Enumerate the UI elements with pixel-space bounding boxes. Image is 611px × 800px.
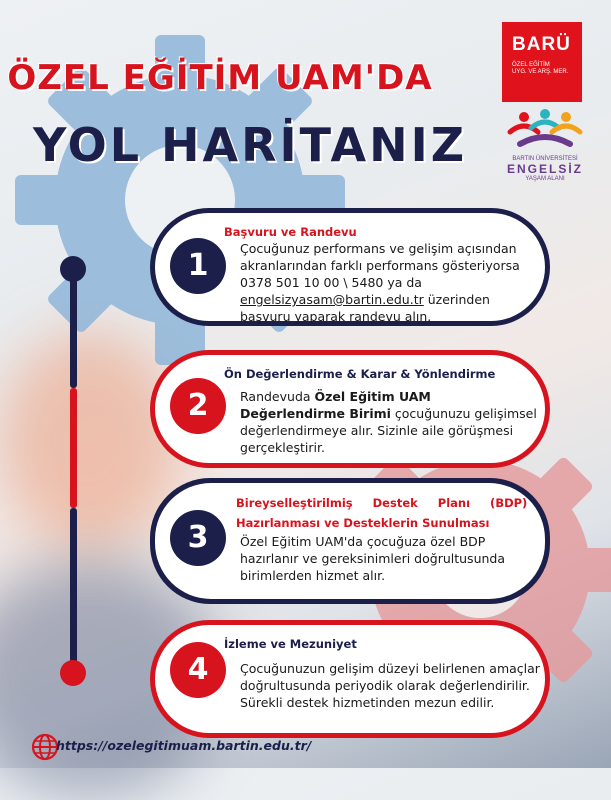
timeline-dot-start — [60, 256, 86, 282]
engelsiz-logo — [500, 108, 590, 193]
step-text-4: Çocuğunuzun gelişim düzeyi belirlenen amaçlar doğrultusunda periyodik olarak değerlendirilir. Sürekli destek hizmetinden mezun edilir. — [240, 661, 540, 710]
step-text-2-a: Randevuda — [240, 389, 315, 404]
step-title-4: İzleme ve Mezuniyet — [224, 637, 357, 651]
step-text-2-b: çocuğunuzu gelişimsel değerlendirmeye alır. Sizinle aile görüşmesi gerçekleştirir. — [240, 406, 537, 455]
engelsiz-logo-bottom: YAŞAM ALANI — [525, 176, 565, 182]
step-number-1: 1 — [170, 238, 226, 294]
baru-logo-sub2: UYG. VE ARŞ. MER. — [512, 69, 569, 75]
step-title-2: Ön Değerlendirme & Karar & Yönlendirme — [224, 367, 496, 381]
engelsiz-logo-top: BARTIN ÜNİVERSİTESİ — [512, 156, 578, 162]
engelsiz-logo-name: ENGELSİZ — [506, 162, 583, 176]
step-text-1-b: üzerinden başvuru yaparak randevu alın. — [240, 292, 490, 324]
baru-logo — [502, 22, 582, 102]
step-text-1-a: Çocuğunuz performans ve gelişim açısından akranlarından farklı performans gösteriyorsa 0378 501 10 00 \ 5480 ya da — [240, 241, 520, 290]
step-number-3: 3 — [170, 510, 226, 566]
step-text-2-bold: Özel Eğitim UAM Değerlendirme Birimi — [240, 389, 431, 421]
website-link[interactable]: https://ozelegitimuam.bartin.edu.tr/ — [56, 738, 312, 753]
page-title-line2: YOL HARİTANIZ — [32, 118, 468, 172]
step-number-4: 4 — [170, 642, 226, 698]
step-text-1 — [240, 240, 540, 325]
timeline-segment-navy-top — [70, 268, 77, 388]
step-title-3-line1: Bireyselleştirilmiş Destek Planı (BDP) — [236, 496, 528, 510]
timeline-segment-navy-bottom — [70, 508, 77, 668]
step-text-3: Özel Eğitim UAM'da çocuğuza özel BDP hazırlanır ve gereksinimleri doğrultusunda birimlerden hizmet alır. — [240, 534, 506, 583]
step-number-2: 2 — [170, 378, 226, 434]
page-title-line1: ÖZEL EĞİTİM UAM'DA — [7, 58, 433, 98]
step-title-1: Başvuru ve Randevu — [224, 225, 357, 239]
email-link[interactable]: engelsizyasam@bartin.edu.tr — [240, 292, 424, 307]
step-title-3-line2: Hazırlanması ve Desteklerin Sunulması — [236, 516, 490, 530]
timeline-dot-end — [60, 660, 86, 686]
step-text-2 — [240, 388, 540, 456]
baru-logo-name: BARÜ — [512, 34, 571, 55]
engelsiz-people-icon — [506, 108, 584, 150]
timeline-segment-red — [70, 388, 77, 508]
baru-logo-sub1: ÖZEL EĞİTİM — [512, 62, 550, 68]
